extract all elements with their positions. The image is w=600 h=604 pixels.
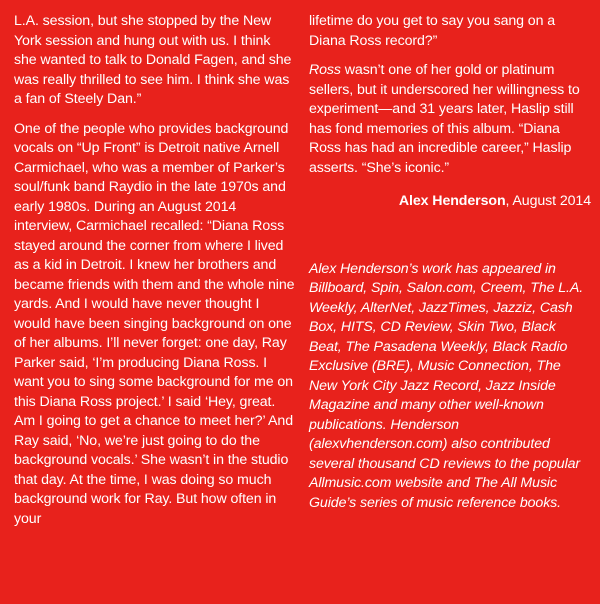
left-column <box>14 12 296 529</box>
paragraph-ross-album-text: wasn’t one of her gold or platinum sellers, but it underscored her willingness to experiment—and 31 years later, Haslip still has fond memories of this album. “Diana Ross has had an incredible career,” Haslip asserts. “She’s iconic.” <box>309 62 580 176</box>
author-signature <box>309 192 591 212</box>
right-column <box>309 12 591 513</box>
author-bio: Alex Henderson’s work has appeared in Billboard, Spin, Salon.com, Creem, The L.A. Weekly, AlterNet, JazzTimes, Jazziz, Cash Box, HITS, CD Review, Skin Two, Black Beat, The Pasadena Weekly, Black Radio Exclusive (BRE), Music Connection, The New York City Jazz Record, Jazz Inside Magazine and many other well-known publications. Henderson (alexvhenderson.com) also contributed several thousand CD reviews to the popular Allmusic.com website and The All Music Guide’s series of music reference books. <box>309 260 584 511</box>
paragraph-ross-album <box>309 61 591 178</box>
signature-date: , August 2014 <box>505 193 591 209</box>
paragraph-continuation: L.A. session, but she stopped by the New York session and hung out with us. I think she wanted to talk to Donald Fagen, and she was really thrilled to see him. I think she was a fan of Steely Dan.” <box>14 13 292 107</box>
album-title: Ross <box>309 62 341 78</box>
author-name: Alex Henderson <box>398 193 506 209</box>
paragraph-continuation-right: lifetime do you get to say you sang on a Diana Ross record?” <box>309 13 556 49</box>
paragraph-carmichael: One of the people who provides background vocals on “Up Front” is Detroit native Arnell Carmichael, who was a member of Parker’s soul/funk band Raydio in the late 1970s and early 1980s. During an August 2014 interview, Carmichael recalled: “Diana Ross stayed around the corner from where I lived as a kid in Detroit. I knew her brothers and became friends with them and the whole nine yards. And I would have never thought I would have been singing background on one of her albums. I’ll never forget: one day, Ray Parker said, ‘I’m producing Diana Ross. I want you to sing some background for me on this Diana Ross project.’ I said ‘Hey, great. Am I going to get a chance to meet her?’ And Ray said, ‘No, we’re just going to do the background vocals.’ She wasn’t in the studio that day. At the time, I was doing so much background work for Ray. But how often in your <box>14 120 295 527</box>
